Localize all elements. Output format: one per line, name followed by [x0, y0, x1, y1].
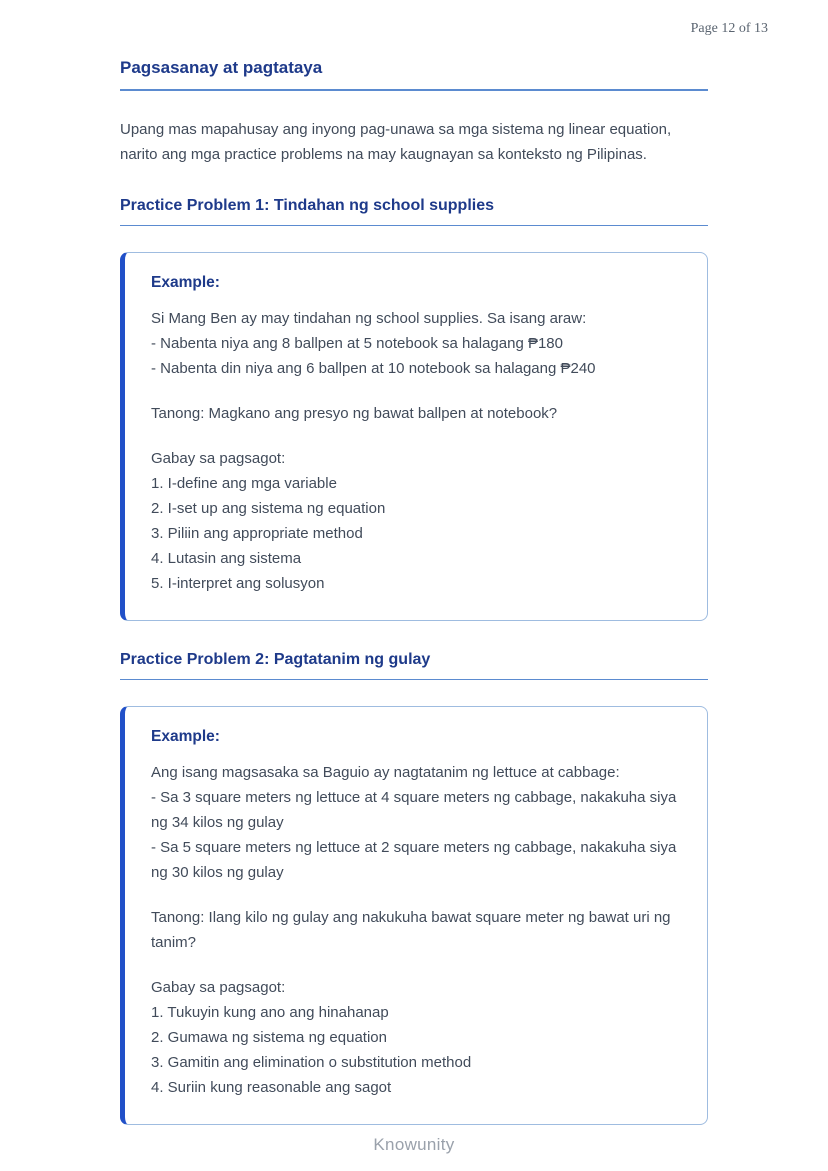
page-number: Page 12 of 13 — [690, 21, 768, 36]
question-line: Tanong: Magkano ang presyo ng bawat ballpen at notebook? — [151, 405, 558, 422]
setup-line: Si Mang Ben ay may tindahan ng school supplies. Sa isang araw: — [151, 310, 587, 327]
guide-label: Gabay sa pagsagot: — [151, 979, 286, 996]
practice2-setup — [151, 760, 681, 885]
practice1-setup — [151, 306, 681, 381]
setup-line: - Nabenta niya ang 8 ballpen at 5 notebook sa halagang ₱180 — [151, 335, 563, 352]
practice2-title: Practice Problem 2: Pagtatanim ng gulay — [120, 651, 708, 680]
practice1-example-label: Example: — [151, 274, 220, 291]
practice1-example-box — [120, 252, 708, 621]
question-line: Tanong: Ilang kilo ng gulay ang nakukuha bawat square meter ng bawat uri ng tanim? — [151, 909, 671, 951]
practice2-example-label: Example: — [151, 728, 220, 745]
practice2-example-box — [120, 706, 708, 1125]
setup-line: - Nabenta din niya ang 6 ballpen at 10 notebook sa halagang ₱240 — [151, 360, 596, 377]
guide-step: 4. Lutasin ang sistema — [151, 550, 302, 567]
footer-brand: Knowunity — [373, 1135, 455, 1154]
guide-step: 1. I-define ang mga variable — [151, 475, 337, 492]
guide-step: 3. Piliin ang appropriate method — [151, 525, 363, 542]
setup-line: Ang isang magsasaka sa Baguio ay nagtatanim ng lettuce at cabbage: — [151, 764, 620, 781]
guide-step: 2. I-set up ang sistema ng equation — [151, 500, 386, 517]
setup-line: - Sa 3 square meters ng lettuce at 4 square meters ng cabbage, nakakuha siya ng 34 kilos ng gulay — [151, 789, 677, 831]
intro-paragraph: Upang mas mapahusay ang inyong pag-unawa sa mga sistema ng linear equation, narito ang mga practice problems na may kaugnayan sa konteksto ng Pilipinas. — [120, 121, 672, 163]
guide-step: 2. Gumawa ng sistema ng equation — [151, 1029, 387, 1046]
guide-label: Gabay sa pagsagot: — [151, 450, 286, 467]
practice1-question — [151, 401, 681, 426]
practice1-title: Practice Problem 1: Tindahan ng school supplies — [120, 197, 708, 226]
section-title: Pagsasanay at pagtataya — [120, 58, 708, 91]
practice2-question — [151, 905, 681, 955]
guide-step: 3. Gamitin ang elimination o substitution method — [151, 1054, 472, 1071]
guide-step: 5. I-interpret ang solusyon — [151, 575, 325, 592]
practice1-guide — [151, 446, 681, 596]
page-content — [120, 58, 708, 1125]
guide-step: 4. Suriin kung reasonable ang sagot — [151, 1079, 392, 1096]
practice2-guide — [151, 975, 681, 1100]
setup-line: - Sa 5 square meters ng lettuce at 2 square meters ng cabbage, nakakuha siya ng 30 kilos ng gulay — [151, 839, 677, 881]
guide-step: 1. Tukuyin kung ano ang hinahanap — [151, 1004, 389, 1021]
